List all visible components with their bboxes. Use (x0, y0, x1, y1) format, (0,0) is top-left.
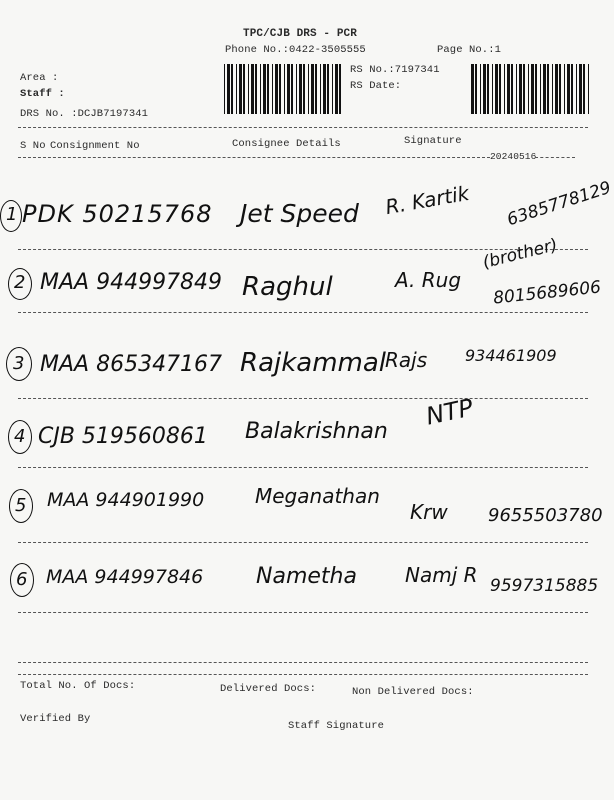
col-consignee: Consignee Details (232, 138, 341, 150)
row-6-signature: Namj R (405, 563, 478, 587)
verified-by-label: Verified By (20, 713, 91, 725)
row-2-note: (brother) (480, 235, 560, 273)
col-signature: Signature (404, 135, 462, 147)
page-number: Page No.:1 (437, 44, 502, 56)
row-4-number: 4 (14, 426, 26, 447)
row-1-phone: 6385778129 (504, 177, 614, 231)
delivered-docs-label: Delivered Docs: (220, 683, 317, 695)
row-5-phone: 9655503780 (488, 505, 603, 526)
run-date: 20240516 (490, 151, 537, 162)
row-1-consignment: PDK 50215768 (22, 200, 213, 228)
row-4-consignee: Balakrishnan (245, 419, 388, 444)
row-1-signature: R. Kartik (383, 180, 471, 220)
row-2-number: 2 (14, 272, 26, 293)
col-consignment: Consignment No (50, 140, 140, 152)
row-5-signature: Krw (410, 500, 448, 524)
header-divider (18, 127, 588, 128)
row-5-number: 5 (15, 495, 27, 516)
row-6-consignment: MAA 944997846 (46, 566, 204, 588)
row-6-divider (18, 612, 588, 613)
column-divider-end (535, 157, 575, 158)
row-1-number: 1 (6, 204, 18, 225)
row-4-note: NTP (423, 393, 476, 431)
non-delivered-docs-label: Non Delivered Docs: (352, 686, 474, 698)
row-2-divider (18, 312, 588, 313)
row-3-signature: Rajs (385, 348, 428, 372)
row-3-divider (18, 398, 588, 399)
row-6-number: 6 (16, 569, 28, 590)
barcode-left (222, 64, 346, 114)
area-label: Area : (20, 72, 59, 84)
row-5-consignment: MAA 944901990 (47, 489, 205, 511)
col-sno: S No (20, 140, 46, 152)
row-1-consignee: Jet Speed (240, 199, 359, 228)
row-2-consignee: Raghul (242, 272, 333, 302)
drs-number: DRS No. :DCJB7197341 (20, 108, 149, 120)
barcode-right (469, 64, 593, 114)
row-3-number: 3 (13, 353, 25, 374)
row-2-consignment: MAA 944997849 (40, 270, 223, 295)
row-3-consignee: Rajkammal (240, 348, 387, 378)
row-2-phone: 8015689606 (492, 277, 602, 309)
footer-divider-top (18, 662, 588, 663)
footer-divider (18, 674, 588, 675)
staff-label: Staff : (20, 88, 65, 100)
phone-number: Phone No.:0422-3505555 (225, 44, 366, 56)
row-3-consignment: MAA 865347167 (40, 352, 223, 377)
row-2-signature: A. Rug (395, 268, 462, 292)
column-divider (18, 157, 490, 158)
row-6-phone: 9597315885 (490, 576, 599, 596)
staff-signature-label: Staff Signature (288, 720, 385, 732)
row-5-divider (18, 542, 588, 543)
row-4-divider (18, 467, 588, 468)
document-title: TPC/CJB DRS - PCR (243, 28, 357, 40)
row-6-consignee: Nametha (256, 564, 357, 589)
row-3-phone: 934461909 (465, 346, 557, 365)
total-docs-label: Total No. Of Docs: (20, 680, 136, 692)
rs-number: RS No.:7197341 (350, 64, 440, 76)
row-4-consignment: CJB 519560861 (38, 424, 208, 449)
row-5-consignee: Meganathan (255, 484, 380, 508)
rs-date: RS Date: (350, 80, 402, 92)
